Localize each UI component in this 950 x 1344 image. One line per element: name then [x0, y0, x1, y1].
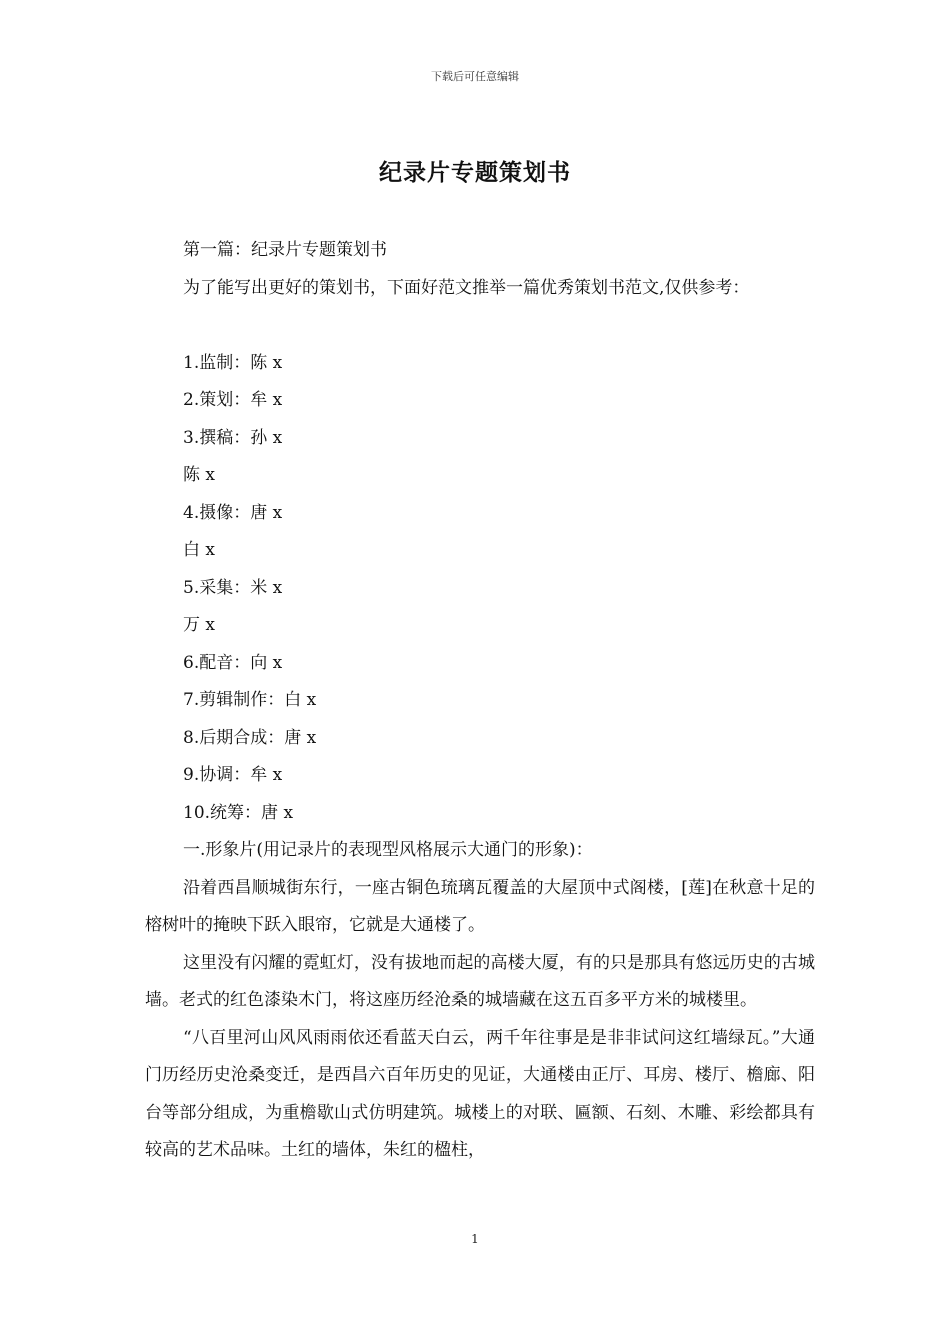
- credit-item: 6.配音：向 x: [183, 652, 283, 673]
- intro-text: 为了能写出更好的策划书，下面好范文推举一篇优秀策划书范文,仅供参考：: [183, 277, 750, 298]
- credit-item: 4.摄像：唐 x: [183, 502, 283, 523]
- credit-item: 陈 x: [183, 465, 215, 485]
- section-heading: 第一篇：纪录片专题策划书: [183, 240, 387, 260]
- credit-item: 白 x: [183, 540, 215, 560]
- page-header-note: 下载后可任意编辑: [431, 70, 519, 83]
- body-paragraph: “八百里河山风风雨雨依还看蓝天白云，两千年往事是是非非试问这红墙绿瓦。”大通门历经历史沧桑变迁，是西昌六百年历史的见证，大通楼由正厅、耳房、楼厅、檐廊、阳台等部分组成，为重檐歇山式仿明建筑。城楼上的对联、匾额、石刻、木雕、彩绘都具有较高的艺术品味。土红的墙体，朱红的楹柱，: [145, 1027, 815, 1160]
- credit-item: 万 x: [183, 615, 215, 635]
- part-heading: 一.形象片(用记录片的表现型风格展示大通门的形象)：: [183, 840, 593, 860]
- credit-item: 3.撰稿：孙 x: [183, 427, 283, 448]
- credit-item: 5.采集：米 x: [183, 577, 283, 598]
- body-paragraph: 沿着西昌顺城街东行，一座古铜色琉璃瓦覆盖的大屋顶中式阁楼，[莲]在秋意十足的榕树叶的掩映下跃入眼帘，它就是大通楼了。: [145, 877, 815, 935]
- page-number: 1: [471, 1232, 479, 1246]
- body-paragraph: 这里没有闪耀的霓虹灯，没有拔地而起的高楼大厦，有的只是那具有悠远历史的古城墙。老式的红色漆染木门，将这座历经沧桑的城墙藏在这五百多平方米的城楼里。: [145, 952, 815, 1010]
- credit-item: 8.后期合成：唐 x: [183, 727, 317, 748]
- credit-item: 2.策划：牟 x: [183, 390, 283, 410]
- document-title: 纪录片专题策划书: [379, 160, 571, 186]
- document-body: [145, 232, 815, 1170]
- blank-line: [145, 307, 815, 345]
- credit-item: 1.监制：陈 x: [183, 352, 283, 373]
- credit-item: 10.统筹：唐 x: [183, 802, 294, 823]
- credit-item: 7.剪辑制作：白 x: [183, 690, 317, 710]
- credit-item: 9.协调：牟 x: [183, 765, 283, 785]
